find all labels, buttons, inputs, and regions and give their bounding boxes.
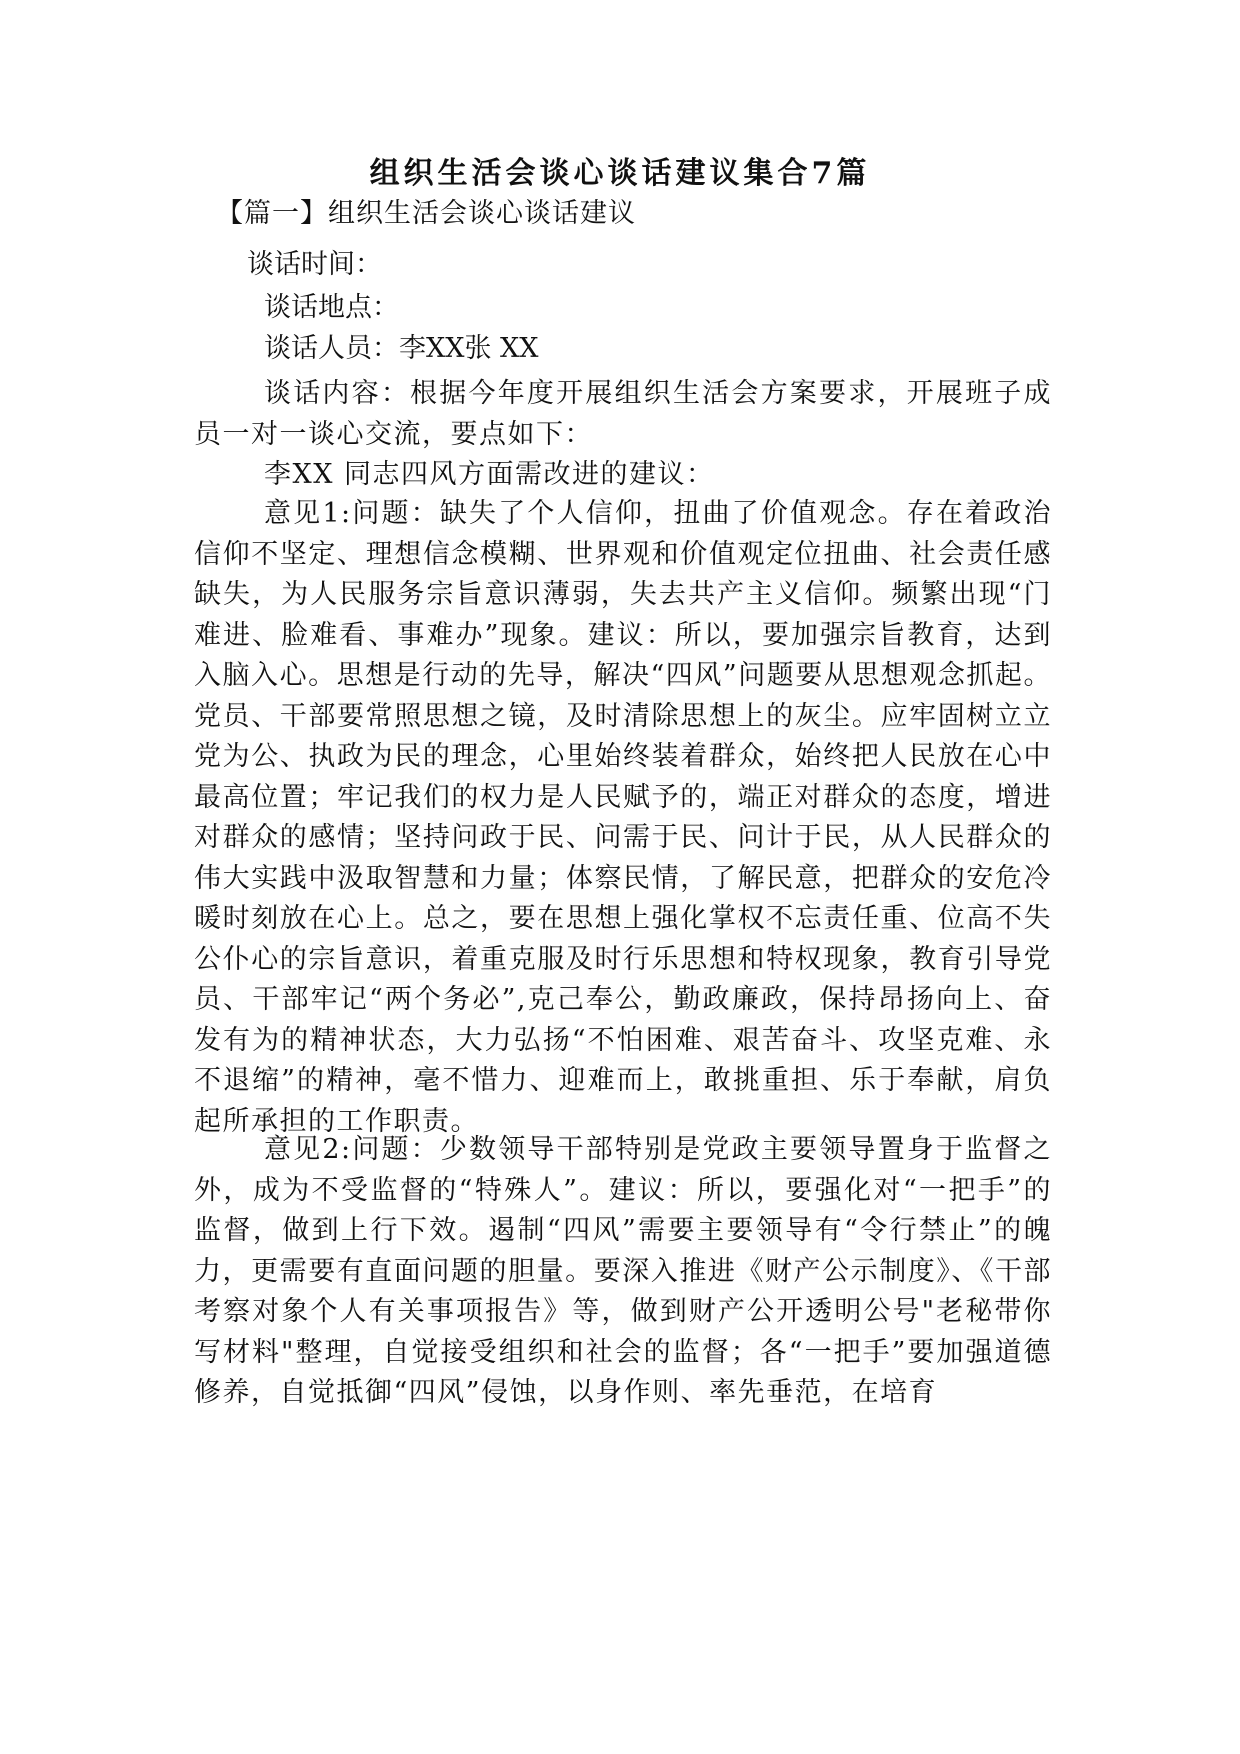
document-title: 组织生活会谈心谈话建议集合7篇 (369, 156, 871, 191)
section-heading: 【篇一】组织生活会谈心谈话建议 (216, 198, 636, 229)
opinion-2-paragraph: 意见2:问题：少数领导干部特别是党政主要领导置身于监督之外，成为不受监督的“特殊人”。建议：所以，要强化对“一把手”的监督，做到上行下效。遏制“四风”需要主要领导有“令行禁止”的魄力，更需要有直面问题的胆量。要深入推进《财产公示制度》、《干部考察对象个人有关事项报告》等，做到财产公开透明公号"老秘带你写材料"整理，自觉接受组织和社会的监督；各“一把手”要加强道德修养，自觉抵御“四风”侵蚀，以身作则、率先垂范，在培育 (194, 1134, 1052, 1408)
talk-place: 谈话地点： (264, 292, 399, 323)
opinion-1-paragraph: 意见1:问题：缺失了个人信仰，扭曲了价值观念。存在着政治信仰不坚定、理想信念模糊、世界观和价值观定位扭曲、社会责任感缺失，为人民服务宗旨意识薄弱，失去共产主义信仰。频繁出现“门难进、脸难看、事难办”现象。建议：所以，要加强宗旨教育，达到入脑入心。思想是行动的先导，解决“四风”问题要从思想观念抓起。党员、干部要常照思想之镜，及时清除思想上的灰尘。应牢固树立立党为公、执政为民的理念，心里始终装着群众，始终把人民放在心中最高位置；牢记我们的权力是人民赋予的，端正对群众的态度，增进对群众的感情；坚持问政于民、问需于民、问计于民，从人民群众的伟大实践中汲取智慧和力量；体察民情，了解民意，把群众的安危冷暖时刻放在心上。总之，要在思想上强化掌权不忘责任重、位高不失公仆心的宗旨意识，着重克服及时行乐思想和特权现象，教育引导党员、干部牢记“两个务必”,克己奉公，勤政廉政，保持昂扬向上、奋发有为的精神状态，大力弘扬“不怕困难、艰苦奋斗、攻坚克难、永不退缩”的精神，毫不惜力、迎难而上，敢挑重担、乐于奉献，肩负起所承担的工作职责。 (194, 498, 1052, 1137)
talk-time: 谈话时间： (247, 249, 382, 280)
li-suggestion-heading: 李XX 同志四风方面需改进的建议： (264, 459, 715, 490)
talk-content-paragraph: 谈话内容：根据今年度开展组织生活会方案要求，开展班子成员一对一谈心交流，要点如下： (194, 378, 1052, 450)
talk-people: 谈话人员：李XX张 XX (264, 333, 539, 364)
